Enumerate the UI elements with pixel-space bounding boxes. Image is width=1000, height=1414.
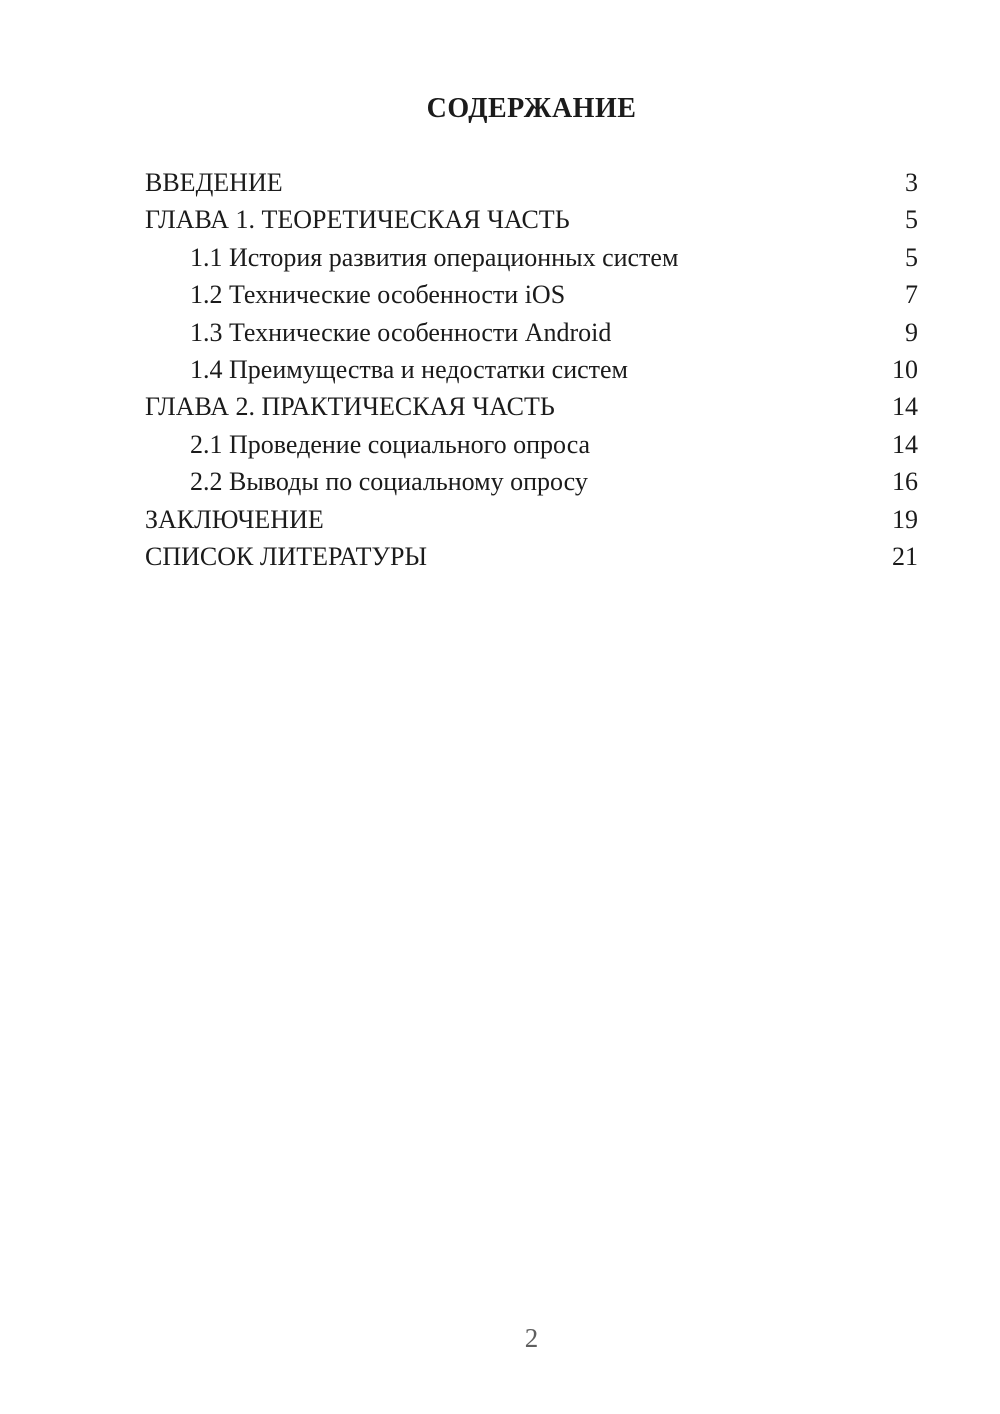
toc-entry-page-number: 10 (892, 354, 918, 384)
toc-entry-label: ЗАКЛЮЧЕНИЕ (145, 504, 324, 534)
toc-entry (145, 201, 918, 238)
toc-entry (145, 276, 918, 313)
table-of-contents (145, 164, 918, 575)
toc-entry-page-number: 16 (892, 467, 918, 497)
toc-entry-label: 1.1 История развития операционных систем (190, 242, 679, 272)
toc-entry (145, 426, 918, 463)
toc-entry-label: 1.4 Преимущества и недостатки систем (190, 354, 629, 384)
toc-entry-page-number: 19 (892, 504, 918, 534)
toc-entry-page-number: 14 (892, 392, 918, 422)
toc-entry-label: 2.2 Выводы по социальному опросу (190, 467, 588, 497)
toc-entry-page-number: 5 (905, 242, 918, 272)
toc-entry-label: 2.1 Проведение социального опроса (190, 429, 591, 459)
toc-entry (145, 164, 918, 201)
toc-entry-label: 1.3 Технические особенности Android (190, 317, 612, 347)
toc-entry-page-number: 7 (905, 280, 918, 310)
page-title: СОДЕРЖАНИЕ (426, 93, 637, 124)
toc-entry (145, 314, 918, 351)
page-number-footer: 2 (524, 1323, 539, 1353)
toc-entry (145, 351, 918, 388)
toc-entry (145, 538, 918, 575)
toc-entry-page-number: 9 (905, 317, 918, 347)
toc-entry (145, 239, 918, 276)
toc-entry (145, 463, 918, 500)
toc-entry-page-number: 14 (892, 429, 918, 459)
toc-entry-label: ГЛАВА 2. ПРАКТИЧЕСКАЯ ЧАСТЬ (145, 392, 555, 422)
toc-entry (145, 501, 918, 538)
toc-entry-label: ГЛАВА 1. ТЕОРЕТИЧЕСКАЯ ЧАСТЬ (145, 205, 570, 235)
toc-entry (145, 388, 918, 425)
toc-entry-label: ВВЕДЕНИЕ (145, 168, 283, 197)
toc-entry-label: 1.2 Технические особенности iOS (190, 280, 566, 310)
toc-entry-page-number: 21 (892, 541, 918, 571)
toc-entry-page-number: 3 (905, 168, 918, 197)
toc-entry-label: СПИСОК ЛИТЕРАТУРЫ (145, 541, 428, 571)
toc-entry-page-number: 5 (905, 205, 918, 235)
